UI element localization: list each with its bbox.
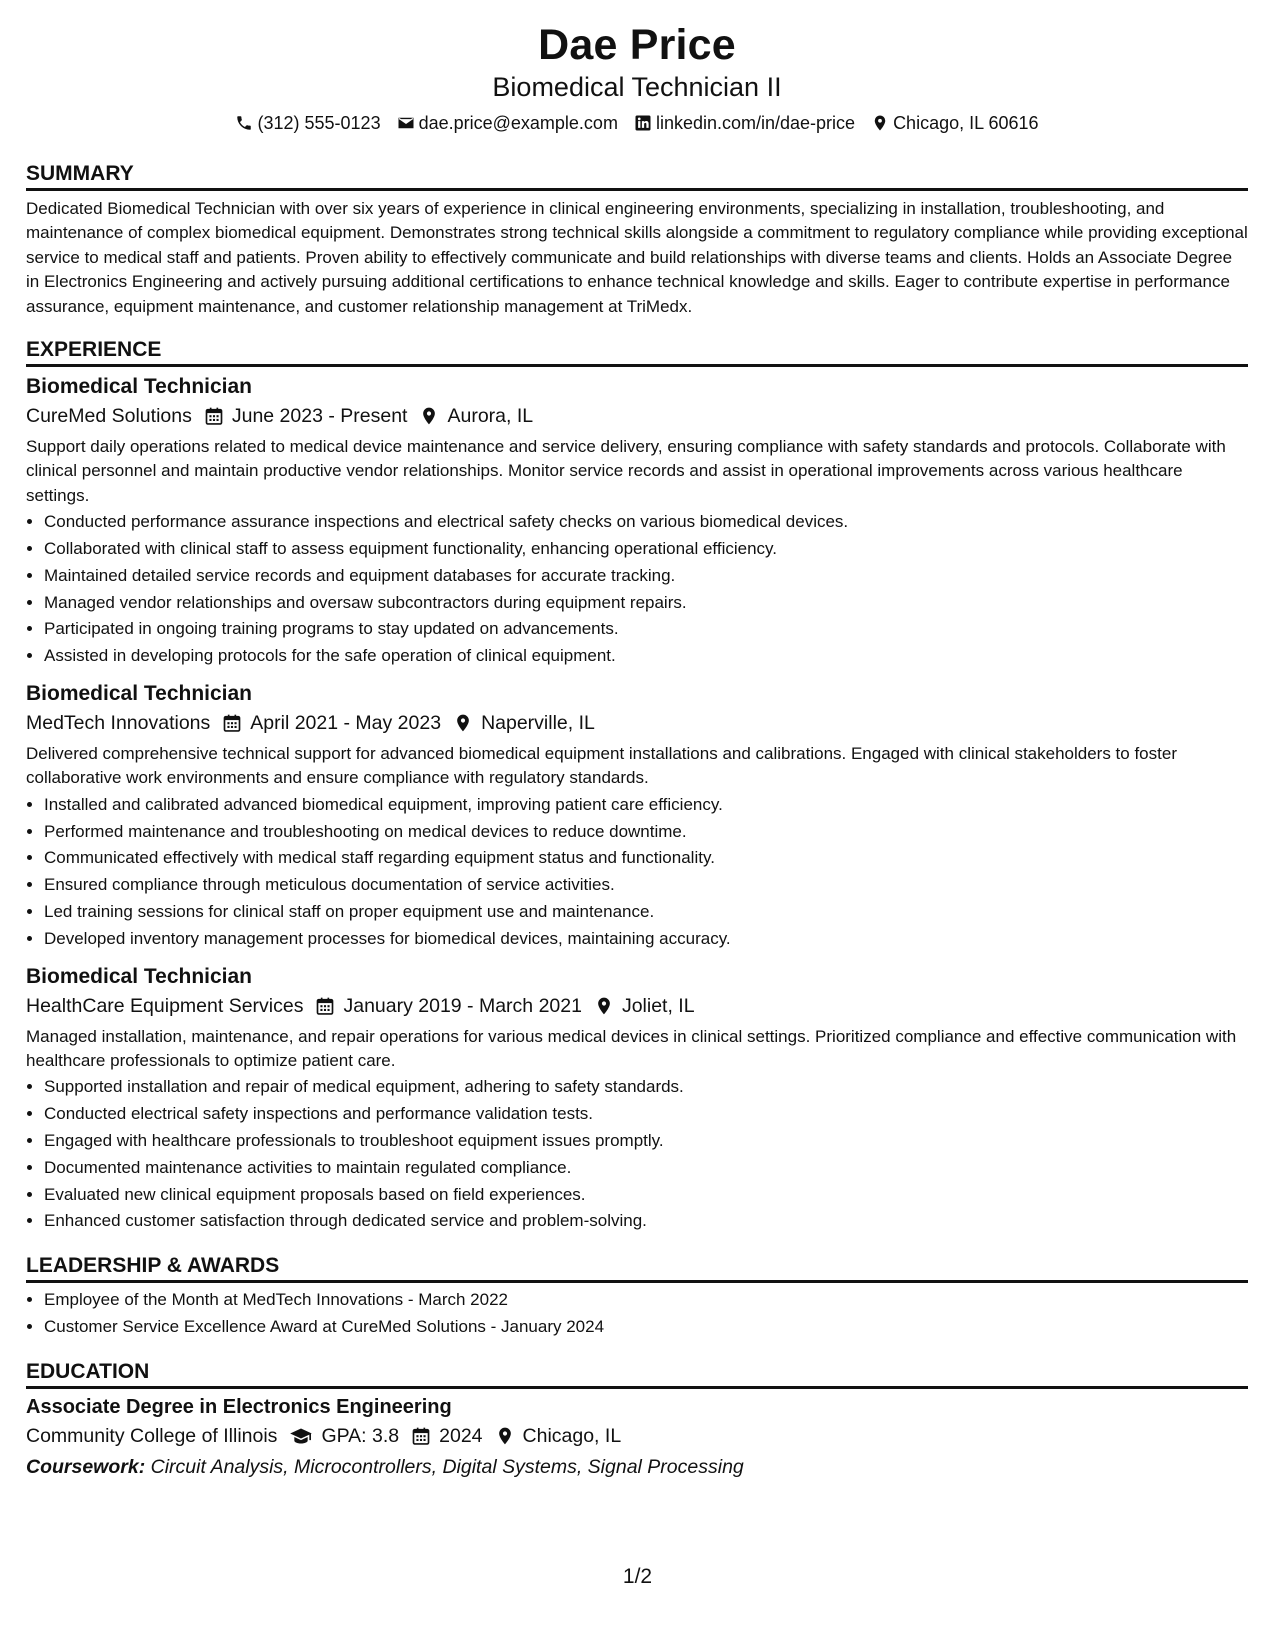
awards-heading: LEADERSHIP & AWARDS [26, 1253, 1248, 1283]
contact-phone[interactable] [235, 111, 380, 135]
job-company: HealthCare Equipment Services [26, 994, 304, 1017]
job-bullet: • Conducted electrical safety inspections and performance validation tests. [44, 1101, 1248, 1128]
resume-header [26, 20, 1248, 135]
year-text: 2024 [439, 1424, 483, 1447]
job-title: Biomedical Technician [26, 964, 253, 988]
linkedin-text: linkedin.com/in/dae-price [655, 113, 856, 133]
job-dates-text: April 2021 - May 2023 [250, 712, 442, 735]
job-dates-text: June 2023 - Present [231, 405, 408, 428]
map-pin-icon [495, 1426, 515, 1446]
job-bullet: • Documented maintenance activities to maintain regulated compliance. [44, 1155, 1248, 1182]
coursework-label: Coursework: [26, 1455, 146, 1478]
map-pin-icon [419, 406, 439, 426]
job-bullet: • Communicated effectively with medical staff regarding equipment status and functionality. [44, 845, 1248, 872]
job-title: Biomedical Technician [26, 375, 253, 399]
phone-icon [235, 114, 253, 132]
contact-location [871, 111, 1038, 135]
job-company: MedTech Innovations [26, 712, 211, 735]
job-dates [222, 708, 441, 738]
award-item: • Employee of the Month at MedTech Innovations - March 2022 [44, 1287, 1248, 1314]
job-description: Delivered comprehensive technical support for advanced biomedical equipment installations and calibrations. Engaged with clinical stakeholders to foster collaborative work environments and ensure compliance with regulatory standards. [26, 744, 1177, 788]
calendar-icon [204, 406, 224, 426]
job-bullet: • Enhanced customer satisfaction through dedicated service and problem-solving. [44, 1208, 1248, 1235]
summary-text: Dedicated Biomedical Technician with over six years of experience in clinical engineering environments, specializing in installation, troubleshooting, and maintenance of complex biomedical equipment. Demonstrates strong technical skills alongside a commitment to regulatory compliance while providing exceptional service to medical staff and patients. Proven ability to effectively communicate and build relationships with diverse teams and clients. Holds an Associate Degree in Electronics Engineering and actively pursuing additional certifications to enhance technical knowledge and skills. Eager to contribute expertise in performance assurance, equipment maintenance, and customer relationship management at TriMedx. [26, 199, 1248, 316]
job-meta [26, 708, 1248, 738]
education-degree: Associate Degree in Electronics Engineering [26, 1395, 452, 1418]
education-meta [26, 1421, 1248, 1451]
job-title: Biomedical Technician [26, 682, 253, 706]
job-bullet: • Managed vendor relationships and oversaw subcontractors during equipment repairs. [44, 590, 1248, 617]
job-bullet: • Developed inventory management processes for biomedical devices, maintaining accuracy. [44, 926, 1248, 953]
coursework-text: Circuit Analysis, Microcontrollers, Digital Systems, Signal Processing [150, 1455, 744, 1478]
calendar-icon [222, 713, 242, 733]
job-dates-text: January 2019 - March 2021 [343, 994, 582, 1017]
job-bullet: • Maintained detailed service records and equipment databases for accurate tracking. [44, 563, 1248, 590]
education-location-text: Chicago, IL [522, 1424, 622, 1447]
job-bullet: • Assisted in developing protocols for the safe operation of clinical equipment. [44, 643, 1248, 670]
award-item: • Customer Service Excellence Award at CureMed Solutions - January 2024 [44, 1314, 1248, 1341]
job-bullets [26, 792, 1248, 953]
job-bullet: • Evaluated new clinical equipment proposals based on field experiences. [44, 1182, 1248, 1209]
map-pin-icon [453, 713, 473, 733]
linkedin-icon [634, 114, 652, 132]
job-meta [26, 991, 1248, 1021]
graduation-cap-icon [289, 1426, 313, 1446]
job-dates [315, 991, 581, 1021]
education-heading: EDUCATION [26, 1359, 1248, 1389]
job-location [594, 991, 695, 1021]
job-entry [26, 680, 1248, 953]
resume-page [26, 20, 1248, 1483]
job-bullets [26, 509, 1248, 670]
summary-section [26, 161, 1248, 319]
job-description: Support daily operations related to medical device maintenance and service delivery, ensuring compliance with safety standards and protocols. Collaborate with clinical personnel and maintain productive vendor relationships. Monitor service records and assist in operational improvements across various healthcare settings. [26, 437, 1226, 505]
contact-email[interactable] [397, 111, 618, 135]
education-location [495, 1421, 622, 1451]
job-bullet: • Led training sessions for clinical staff on proper equipment use and maintenance. [44, 899, 1248, 926]
job-bullet: • Supported installation and repair of medical equipment, adhering to safety standards. [44, 1074, 1248, 1101]
email-text: dae.price@example.com [418, 113, 618, 133]
job-bullet: • Installed and calibrated advanced biomedical equipment, improving patient care efficiency. [44, 792, 1248, 819]
job-location [419, 401, 533, 431]
summary-heading: SUMMARY [26, 161, 1248, 191]
map-pin-icon [871, 114, 889, 132]
job-bullet: • Collaborated with clinical staff to assess equipment functionality, enhancing operational efficiency. [44, 536, 1248, 563]
experience-section [26, 337, 1248, 1235]
candidate-title: Biomedical Technician II [492, 72, 782, 102]
gpa-text: GPA: 3.8 [321, 1424, 400, 1447]
phone-text: (312) 555-0123 [257, 113, 381, 133]
contact-line [26, 111, 1248, 135]
candidate-name: Dae Price [538, 21, 736, 69]
job-location-text: Joliet, IL [621, 994, 695, 1017]
job-entry [26, 963, 1248, 1236]
education-gpa [289, 1421, 399, 1451]
awards-list [26, 1287, 1248, 1341]
calendar-icon [411, 1426, 431, 1446]
job-location [453, 708, 595, 738]
coursework [26, 1451, 1248, 1483]
education-section [26, 1359, 1248, 1483]
job-description: Managed installation, maintenance, and repair operations for various medical devices in clinical settings. Prioritized compliance and effective communication with healthcare professionals to optimize patient care. [26, 1026, 1237, 1071]
job-location-text: Aurora, IL [447, 405, 534, 428]
page-number: 1/2 [622, 1565, 653, 1588]
envelope-icon [397, 114, 415, 132]
contact-linkedin[interactable] [634, 111, 855, 135]
job-list [26, 373, 1248, 1235]
education-school: Community College of Illinois [26, 1424, 278, 1447]
job-bullet: • Performed maintenance and troubleshooting on medical devices to reduce downtime. [44, 819, 1248, 846]
map-pin-icon [594, 996, 614, 1016]
job-bullets [26, 1074, 1248, 1235]
job-bullet: • Ensured compliance through meticulous documentation of service activities. [44, 872, 1248, 899]
job-meta [26, 401, 1248, 431]
job-company: CureMed Solutions [26, 405, 192, 428]
awards-section [26, 1253, 1248, 1341]
job-location-text: Naperville, IL [481, 712, 595, 735]
experience-heading: EXPERIENCE [26, 337, 1248, 367]
job-bullet: • Conducted performance assurance inspections and electrical safety checks on various biomedical devices. [44, 509, 1248, 536]
calendar-icon [315, 996, 335, 1016]
job-bullet: • Participated in ongoing training programs to stay updated on advancements. [44, 616, 1248, 643]
job-entry [26, 373, 1248, 670]
education-year [411, 1421, 482, 1451]
job-bullet: • Engaged with healthcare professionals to troubleshoot equipment issues promptly. [44, 1128, 1248, 1155]
job-dates [204, 401, 408, 431]
location-text: Chicago, IL 60616 [893, 113, 1039, 133]
